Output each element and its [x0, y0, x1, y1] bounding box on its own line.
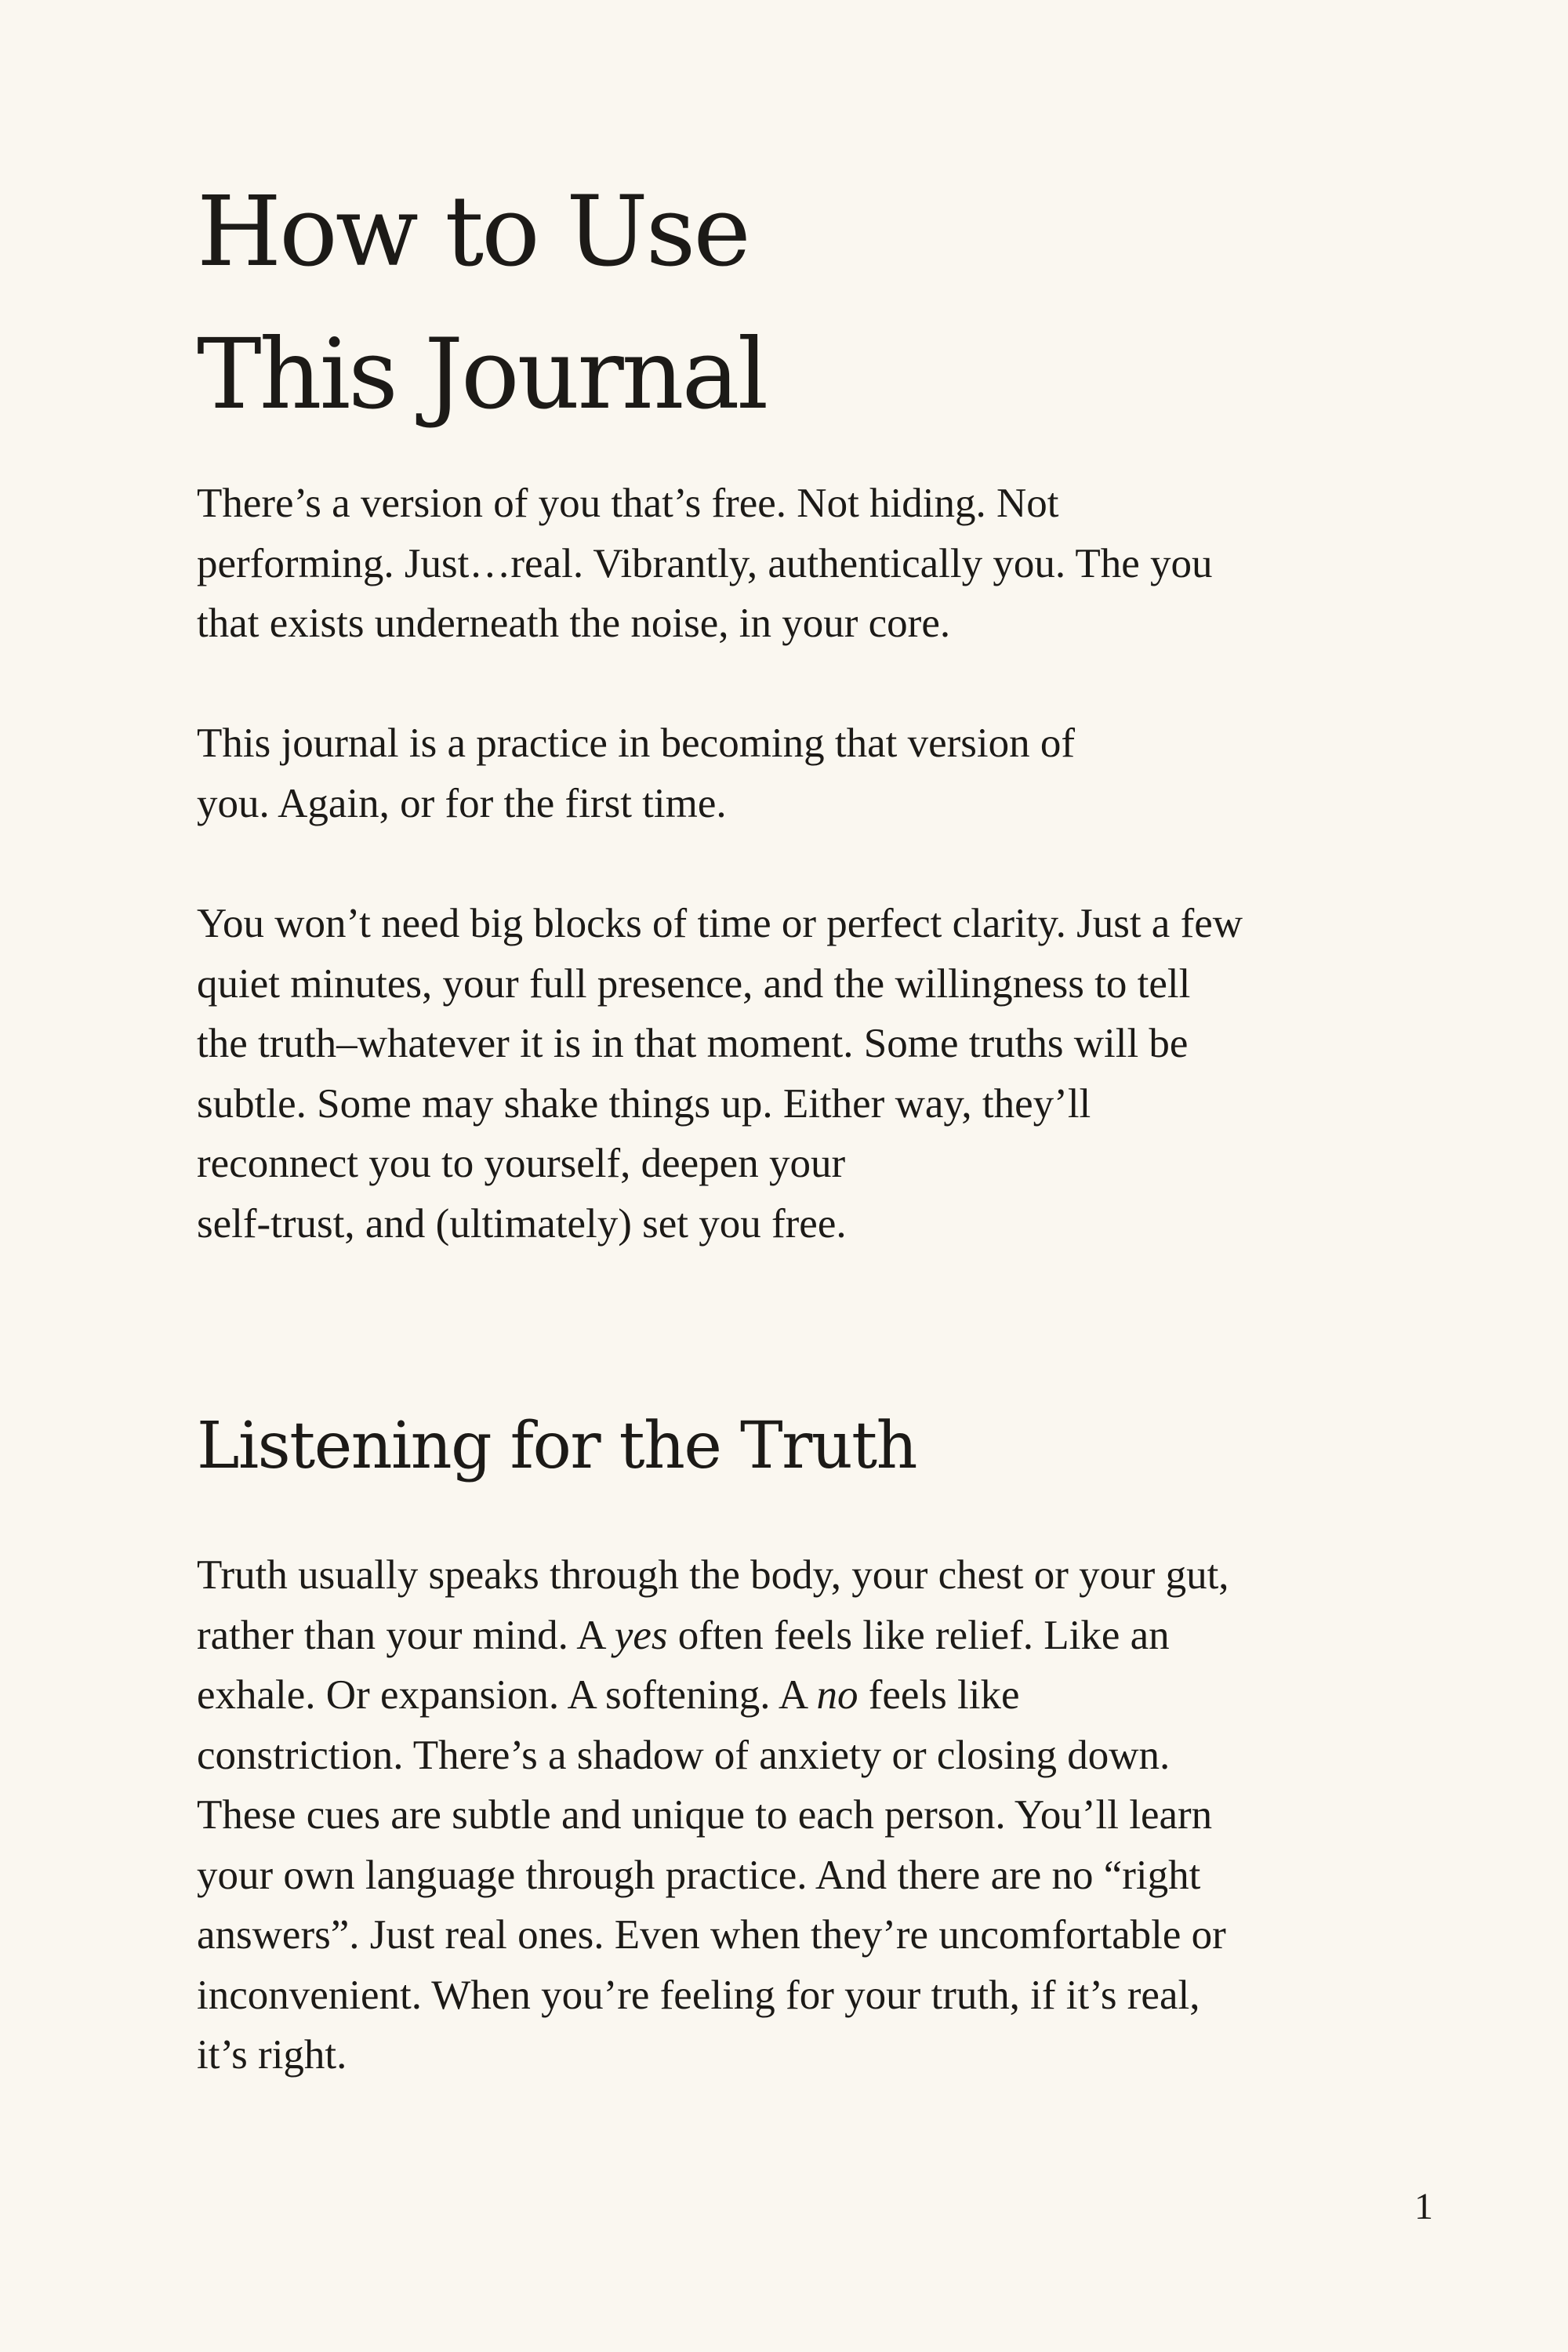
- text-segment: often feels like relief. Like an: [667, 1612, 1170, 1658]
- text-line: constriction. There’s a shadow of anxiety or closing down.: [197, 1732, 1171, 1778]
- emphasis-no: no: [816, 1672, 858, 1718]
- text-line: self-trust, and (ultimately) set you free.: [197, 1200, 847, 1247]
- page-number: 1: [1414, 2186, 1433, 2227]
- intro-paragraph-2: [197, 713, 1404, 833]
- emphasis-yes: yes: [614, 1612, 668, 1658]
- text-line: it’s right.: [197, 2032, 347, 2078]
- text-line: inconvenient. When you’re feeling for your truth, if it’s real,: [197, 1972, 1200, 2018]
- text-line: you. Again, or for the first time.: [197, 780, 727, 826]
- text-line: quiet minutes, your full presence, and the willingness to tell: [197, 960, 1191, 1007]
- text-line: This journal is a practice in becoming that version of: [197, 720, 1076, 766]
- section-heading: Listening for the Truth: [197, 1409, 916, 1483]
- text-segment: rather than your mind. A: [197, 1612, 615, 1658]
- title-line-2: This Journal: [197, 318, 767, 431]
- text-line: These cues are subtle and unique to each person. You’ll learn: [197, 1792, 1213, 1838]
- text-line: your own language through practice. And there are no “right: [197, 1852, 1201, 1898]
- text-line: [197, 1606, 1404, 1666]
- text-line: You won’t need big blocks of time or perfect clarity. Just a few: [197, 901, 1243, 946]
- text-line: reconnect you to yourself, deepen your: [197, 1141, 846, 1186]
- title-line-1: How to Use: [197, 176, 749, 289]
- page-title: [197, 161, 1373, 446]
- text-line: answers”. Just real ones. Even when they’re uncomfortable or: [197, 1912, 1226, 1958]
- text-segment: feels like: [858, 1672, 1020, 1718]
- text-line: Truth usually speaks through the body, your chest or your gut,: [197, 1552, 1229, 1598]
- text-line: the truth–whatever it is in that moment. Some truths will be: [197, 1021, 1189, 1066]
- text-segment: exhale. Or expansion. A softening. A: [197, 1672, 817, 1718]
- intro-paragraph-3: [197, 894, 1404, 1254]
- text-line: performing. Just…real. Vibrantly, authentically you. The you: [197, 540, 1213, 586]
- section-paragraph: [197, 1545, 1404, 2085]
- text-line: There’s a version of you that’s free. Not hiding. Not: [197, 481, 1059, 526]
- intro-paragraph-1: [197, 474, 1404, 654]
- text-line: that exists underneath the noise, in your core.: [197, 601, 951, 646]
- text-line: subtle. Some may shake things up. Either way, they’ll: [197, 1080, 1091, 1127]
- text-line: [197, 1665, 1404, 1726]
